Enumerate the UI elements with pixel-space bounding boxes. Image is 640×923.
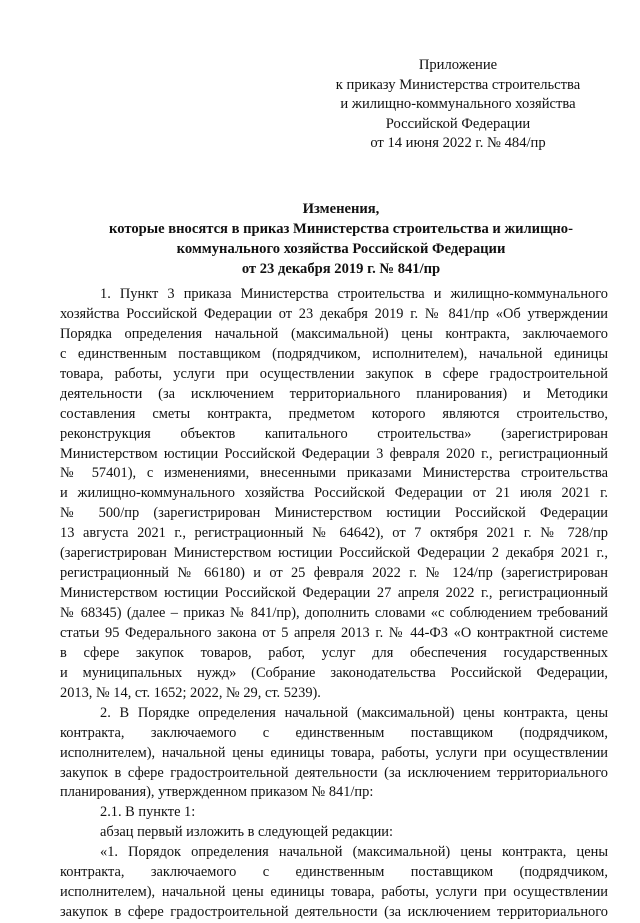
appendix-block <box>318 56 598 154</box>
body-line: (зарегистрирован Министерством юстиции Российской Федерации 2 декабря 2021 г., <box>60 545 608 562</box>
body-line: и жилищно-коммунального хозяйства Российской Федерации от 21 июля 2021 г. <box>60 485 608 502</box>
appendix-line: Приложение <box>418 57 498 73</box>
appendix-line: Российской Федерации <box>385 115 531 132</box>
body-line: с единственным поставщиком (подрядчиком, исполнителем), начальной единицы <box>60 345 608 362</box>
body-line: № 68345) (далее – приказ № 841/пр), дополнить словами «с соблюдением требований <box>60 605 608 621</box>
body-line: № 57401), с изменениями, внесенными приказами Министерства строительства <box>60 465 608 482</box>
body-line: статьи 95 Федерального закона от 5 апреля 2013 г. № 44-ФЗ «О контрактной системе <box>60 624 608 641</box>
body-line: № 500/пр (зарегистрирован Министерством юстиции Российской Федерации <box>60 505 608 522</box>
body-line: Министерством юстиции Российской Федерации 3 февраля 2020 г., регистрационный <box>60 445 608 462</box>
body-line: и муниципальных нужд» (Собрание законодательства Российской Федерации, <box>60 664 608 681</box>
body-line: 1. Пункт 3 приказа Министерства строительства и жилищно-коммунального <box>100 286 608 302</box>
body-line: планирования), утвержденном приказом № 841/пр: <box>60 784 374 801</box>
appendix-line: к приказу Министерства строительства <box>335 76 581 93</box>
body-line: закупок в сфере градостроительной деятельности (за исключением территориального <box>60 764 608 781</box>
body-line: исполнителем), начальной цены единицы товара, работы, услуги при осуществлении <box>60 884 608 901</box>
body-line: контракта, заключаемого с единственным поставщиком (подрядчиком, <box>60 864 608 881</box>
body-line: регистрационный № 66180) и от 25 февраля 2022 г. № 124/пр (зарегистрирован <box>60 565 608 582</box>
appendix-line: от 14 июня 2022 г. № 484/пр <box>370 135 546 151</box>
body-line: 2. В Порядке определения начальной (максимальной) цены контракта, цены <box>100 704 608 721</box>
body-line: контракта, заключаемого с единственным поставщиком (подрядчиком, <box>60 724 608 741</box>
body-line: 2.1. В пункте 1: <box>100 804 196 821</box>
title-line: коммунального хозяйства Российской Федерации <box>176 241 506 257</box>
body-line: исполнителем), начальной цены единицы товара, работы, услуги при осуществлении <box>60 744 608 761</box>
title-line: от 23 декабря 2019 г. № 841/пр <box>241 261 441 277</box>
body-line: Порядка определения начальной (максимальной) цены контракта, заключаемого <box>60 325 608 342</box>
body-line: закупок в сфере градостроительной деятельности (за исключением территориального <box>60 904 608 921</box>
body-line: «1. Порядок определения начальной (максимальной) цены контракта, цены <box>100 844 608 861</box>
body-line: 13 августа 2021 г., регистрационный № 64642), от 7 октября 2021 г. № 728/пр <box>60 525 608 542</box>
body-line: товара, работы, услуги при осуществлении закупок в сфере градостроительной <box>60 365 608 382</box>
body-line: составления сметы контракта, предметом которого являются строительство, <box>60 405 608 422</box>
body-line: хозяйства Российской Федерации от 23 декабря 2019 г. № 841/пр «Об утверждении <box>60 305 608 322</box>
body-line: Министерством юстиции Российской Федерации 27 апреля 2022 г., регистрационный <box>60 585 608 602</box>
document-body <box>60 285 608 923</box>
body-line: абзац первый изложить в следующей редакции: <box>100 824 394 841</box>
appendix-line: и жилищно-коммунального хозяйства <box>340 96 576 112</box>
document-title <box>60 199 622 279</box>
body-line: 2013, № 14, ст. 1652; 2022, № 29, ст. 5239). <box>60 684 321 701</box>
body-line: деятельности (за исключением территориального планирования) и Методики <box>60 385 608 402</box>
body-line: в сфере закупок товаров, работ, услуг для обеспечения государственных <box>60 644 608 661</box>
title-line: которые вносятся в приказ Министерства строительства и жилищно- <box>109 221 573 237</box>
body-line: реконструкция объектов капитального строительства» (зарегистрирован <box>60 425 608 442</box>
title-line: Изменения, <box>302 201 380 217</box>
